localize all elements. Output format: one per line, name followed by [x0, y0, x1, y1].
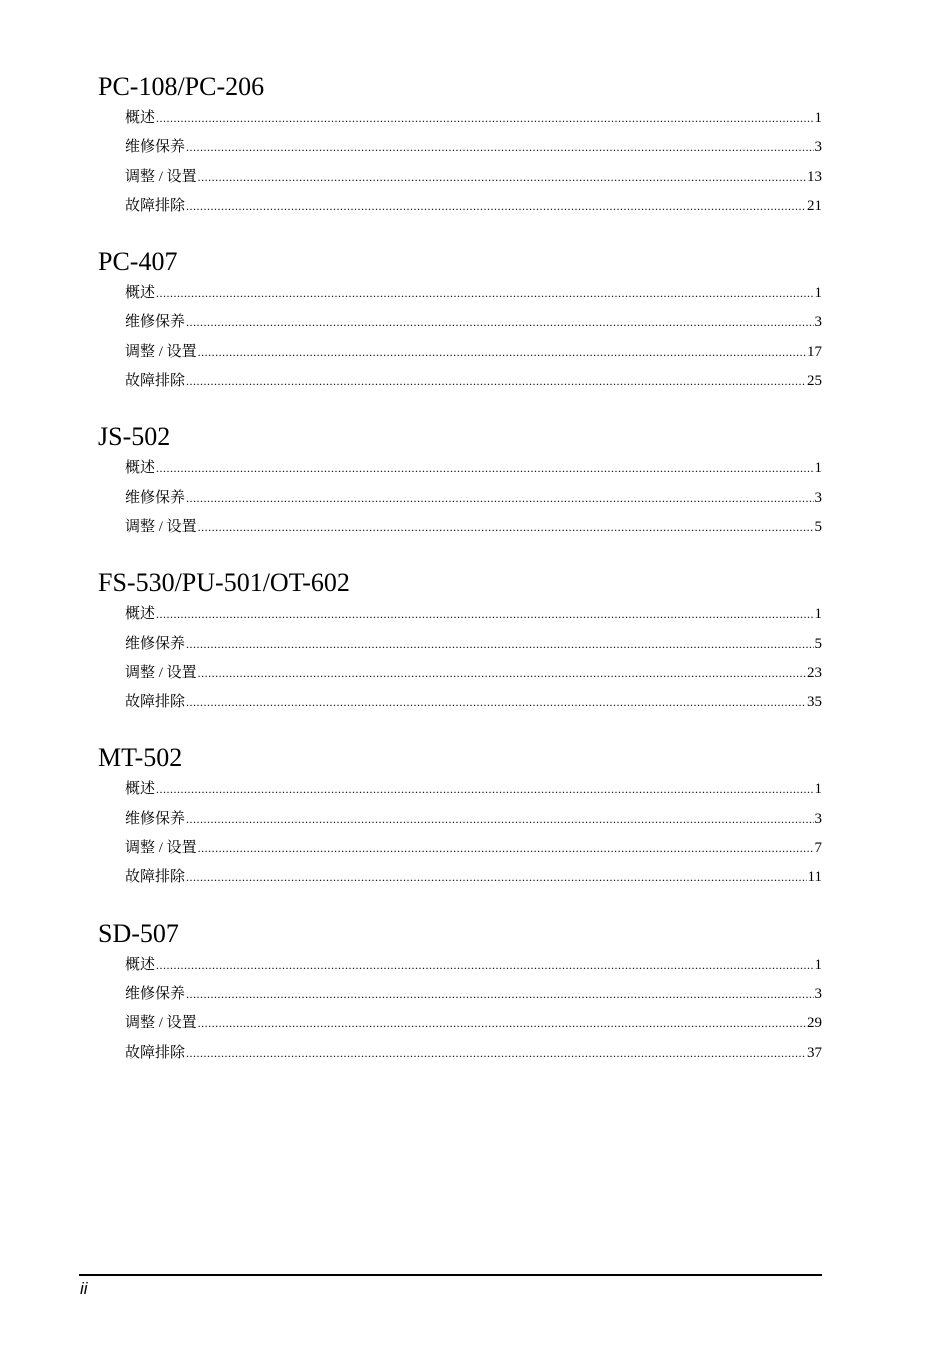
- entry-label: 概述: [125, 110, 156, 126]
- dot-leader: [186, 863, 807, 892]
- entry-page-number: 3: [814, 489, 822, 506]
- toc-section: [98, 72, 822, 221]
- section-title: MT-502: [98, 743, 183, 773]
- dot-leader: [156, 951, 813, 980]
- footer-divider: [79, 1274, 822, 1276]
- dot-leader: [186, 980, 813, 1009]
- table-of-contents: [98, 72, 822, 1094]
- toc-entry[interactable]: [125, 163, 822, 192]
- toc-entry[interactable]: [125, 1009, 822, 1038]
- dot-leader: [186, 805, 813, 834]
- toc-entry[interactable]: [125, 279, 822, 308]
- footer-page-number: ii: [80, 1279, 88, 1298]
- entry-label: 调整 / 设置: [125, 664, 197, 681]
- toc-entry[interactable]: [125, 775, 822, 804]
- section-title: JS-502: [98, 422, 171, 452]
- entry-label: 调整 / 设置: [125, 168, 197, 185]
- entry-page-number: 1: [814, 285, 822, 302]
- toc-entry[interactable]: [125, 367, 822, 396]
- toc-entry[interactable]: [125, 308, 822, 337]
- entry-label: 故障排除: [125, 869, 186, 886]
- entry-label: 维修保养: [125, 489, 186, 506]
- dot-leader: [186, 308, 813, 337]
- toc-entry[interactable]: [125, 513, 822, 542]
- entry-page-number: 37: [807, 1044, 822, 1061]
- toc-section: [98, 919, 822, 1068]
- entry-label: 故障排除: [125, 197, 186, 214]
- dot-leader: [156, 279, 813, 308]
- entry-label: 维修保养: [125, 314, 186, 331]
- entry-label: 概述: [125, 781, 156, 798]
- entry-page-number: 17: [807, 343, 822, 360]
- entry-label: 维修保养: [125, 139, 186, 156]
- entry-label: 维修保养: [125, 810, 186, 827]
- toc-entry[interactable]: [125, 688, 822, 717]
- toc-entry[interactable]: [125, 951, 822, 980]
- entry-page-number: 3: [814, 139, 822, 156]
- entry-page-number: 11: [807, 869, 822, 886]
- entry-page-number: 35: [807, 694, 822, 711]
- toc-entry[interactable]: [125, 133, 822, 162]
- dot-leader: [186, 630, 813, 659]
- toc-section: [98, 247, 822, 396]
- toc-entry[interactable]: [125, 104, 822, 133]
- toc-section: [98, 743, 822, 892]
- dot-leader: [198, 659, 806, 688]
- toc-entry[interactable]: [125, 600, 822, 629]
- toc-entry[interactable]: [125, 834, 822, 863]
- entry-label: 概述: [125, 285, 156, 302]
- entry-label: 概述: [125, 606, 156, 623]
- dot-leader: [198, 338, 806, 367]
- dot-leader: [186, 367, 806, 396]
- section-title: PC-108/PC-206: [98, 72, 265, 101]
- entry-page-number: 13: [807, 168, 822, 185]
- entry-page-number: 21: [807, 197, 822, 214]
- entry-page-number: 5: [814, 635, 822, 652]
- entry-page-number: 3: [814, 314, 822, 331]
- entry-page-number: 3: [814, 985, 822, 1002]
- entry-page-number: 7: [814, 840, 822, 857]
- dot-leader: [186, 192, 806, 221]
- entry-page-number: 1: [814, 460, 822, 477]
- entry-label: 概述: [125, 956, 156, 973]
- dot-leader: [156, 600, 813, 629]
- entry-label: 调整 / 设置: [125, 343, 197, 360]
- entry-label: 故障排除: [125, 373, 186, 390]
- entry-label: 维修保养: [125, 985, 186, 1002]
- toc-entry[interactable]: [125, 980, 822, 1009]
- dot-leader: [156, 775, 813, 804]
- entry-page-number: 29: [807, 1015, 822, 1032]
- entry-label: 调整 / 设置: [125, 840, 197, 857]
- section-title: SD-507: [98, 918, 179, 948]
- entry-page-number: 25: [807, 373, 822, 390]
- entry-label: 维修保养: [125, 635, 186, 652]
- entry-label: 故障排除: [125, 694, 186, 711]
- entry-page-number: 1: [814, 606, 822, 623]
- toc-entry[interactable]: [125, 1039, 822, 1068]
- dot-leader: [198, 513, 814, 542]
- section-title: FS-530/PU-501/OT-602: [98, 568, 350, 598]
- dot-leader: [198, 834, 814, 863]
- entry-label: 调整 / 设置: [125, 518, 197, 535]
- toc-section: [98, 568, 822, 717]
- entry-page-number: 1: [814, 110, 822, 126]
- toc-section: [98, 422, 822, 542]
- section-title: PC-407: [98, 247, 178, 277]
- entry-label: 调整 / 设置: [125, 1015, 197, 1032]
- entry-page-number: 1: [814, 781, 822, 798]
- dot-leader: [156, 104, 813, 133]
- entry-label: 故障排除: [125, 1044, 186, 1061]
- dot-leader: [186, 1039, 806, 1068]
- toc-entry[interactable]: [125, 630, 822, 659]
- dot-leader: [186, 688, 806, 717]
- entry-page-number: 23: [807, 664, 822, 681]
- entry-page-number: 1: [814, 956, 822, 973]
- toc-entry[interactable]: [125, 484, 822, 513]
- dot-leader: [198, 163, 806, 192]
- toc-entry[interactable]: [125, 659, 822, 688]
- toc-entry[interactable]: [125, 454, 822, 483]
- dot-leader: [156, 454, 813, 483]
- entry-page-number: 3: [814, 810, 822, 827]
- entry-page-number: 5: [814, 518, 822, 535]
- toc-entry[interactable]: [125, 863, 822, 892]
- toc-entry[interactable]: [125, 338, 822, 367]
- dot-leader: [198, 1009, 806, 1038]
- dot-leader: [186, 133, 813, 162]
- toc-entry[interactable]: [125, 805, 822, 834]
- entry-label: 概述: [125, 460, 156, 477]
- toc-entry[interactable]: [125, 192, 822, 221]
- dot-leader: [186, 484, 813, 513]
